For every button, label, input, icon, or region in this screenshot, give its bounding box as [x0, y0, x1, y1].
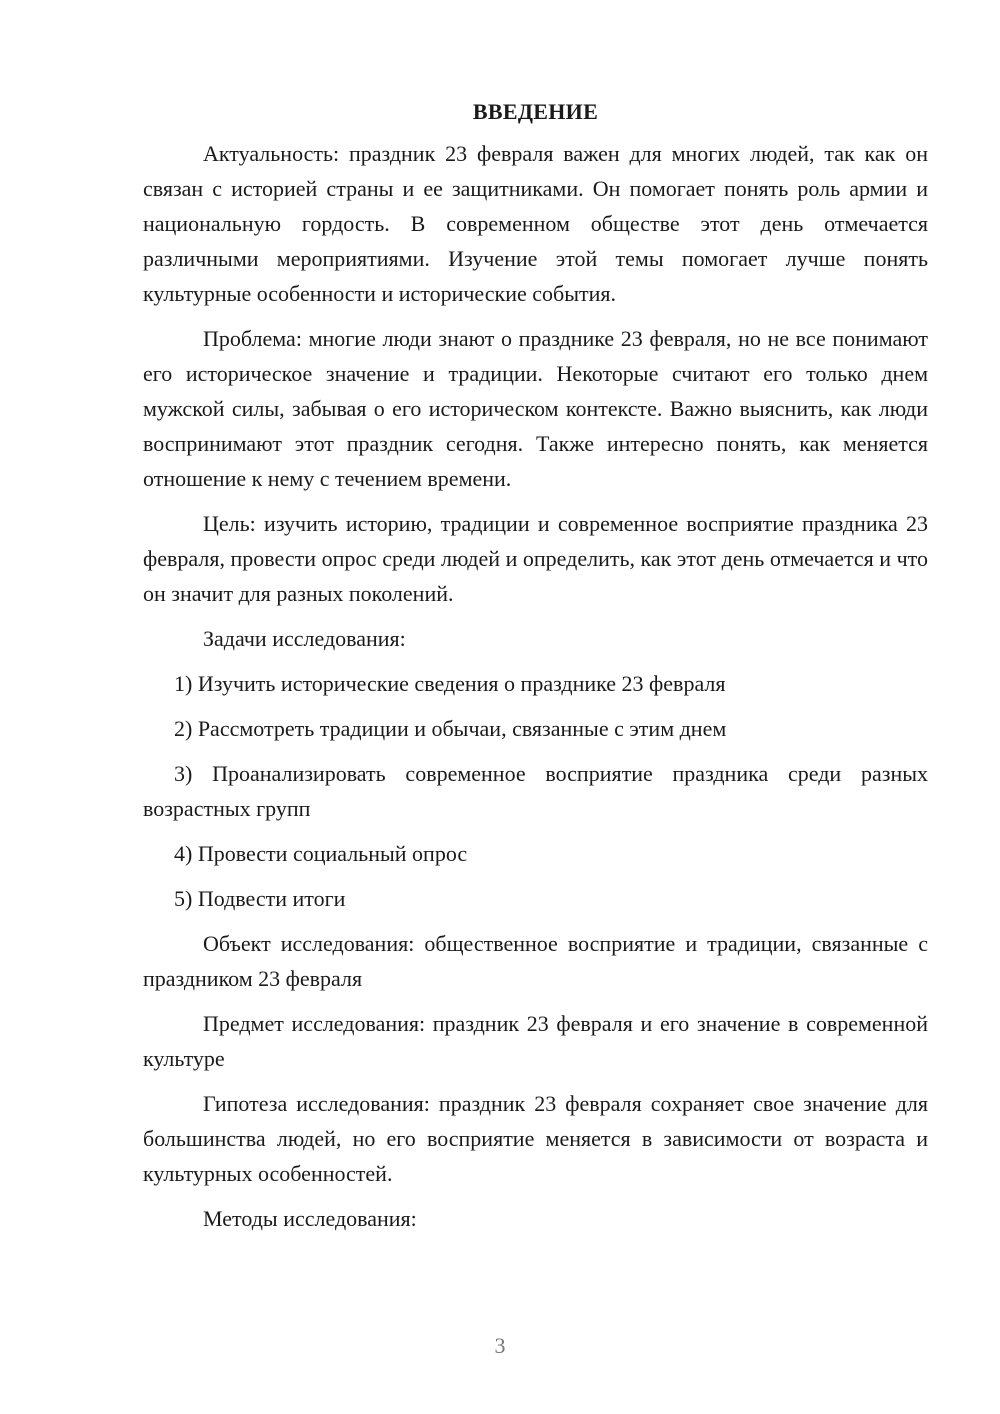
document-page: [143, 96, 928, 1246]
task-item-3: 3) Проанализировать современное восприятие праздника среди разных возрастных групп: [143, 761, 928, 821]
task-item-4: 4) Провести социальный опрос: [174, 841, 468, 866]
subject-paragraph: Предмет исследования: праздник 23 февраля и его значение в современной культуре: [143, 1011, 928, 1071]
relevance-paragraph: Актуальность: праздник 23 февраля важен для многих людей, так как он связан с историей страны и ее защитниками. Он помогает понять роль армии и национальную гордость. В современном обществе этот день отмечается различными мероприятиями. Изучение этой темы помогает лучше понять культурные особенности и исторические события.: [143, 141, 928, 306]
section-title: ВВЕДЕНИЕ: [472, 99, 599, 124]
page-number: 3: [494, 1333, 506, 1358]
tasks-heading: Задачи исследования:: [203, 626, 406, 651]
goal-paragraph: Цель: изучить историю, традиции и современное восприятие праздника 23 февраля, провести опрос среди людей и определить, как этот день отмечается и что он значит для разных поколений.: [143, 511, 928, 606]
hypothesis-paragraph: Гипотеза исследования: праздник 23 февраля сохраняет свое значение для большинства людей, но его восприятие меняется в зависимости от возраста и культурных особенностей.: [143, 1091, 928, 1186]
problem-paragraph: Проблема: многие люди знают о празднике 23 февраля, но не все понимают его историческое значение и традиции. Некоторые считают его только днем мужской силы, забывая о его историческом контексте. Важно выяснить, как люди воспринимают этот праздник сегодня. Также интересно понять, как меняется отношение к нему с течением времени.: [143, 326, 928, 491]
methods-heading: Методы исследования:: [203, 1206, 417, 1231]
task-item-5: 5) Подвести итоги: [174, 886, 346, 911]
task-item-2: 2) Рассмотреть традиции и обычаи, связанные с этим днем: [174, 716, 727, 741]
object-paragraph: Объект исследования: общественное восприятие и традиции, связанные с праздником 23 февраля: [143, 931, 928, 991]
task-item-1: 1) Изучить исторические сведения о празднике 23 февраля: [174, 671, 726, 696]
